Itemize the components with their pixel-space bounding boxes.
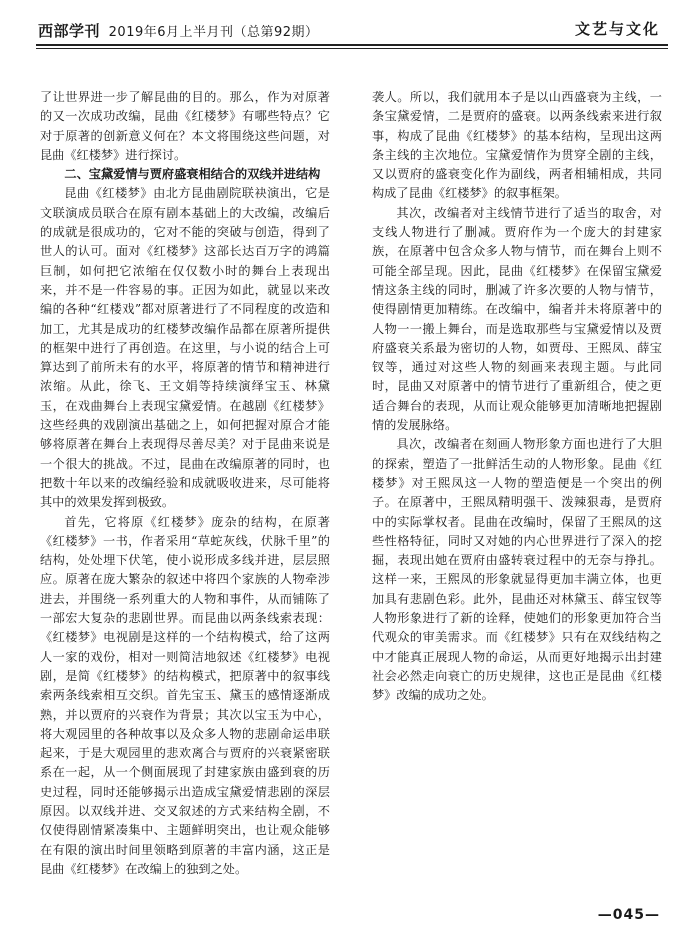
header-rule bbox=[36, 44, 668, 46]
page-number: —045— bbox=[597, 907, 660, 923]
section-title: 文艺与文化 bbox=[574, 20, 660, 38]
right-column bbox=[372, 88, 662, 878]
paragraph: 袭人。所以，我们就用本子是以山西盛衰为主线，一条宝黛爱情，二是贾府的盛衰。以两条线索来进行叙事，构成了昆曲《红楼梦》的基本结构，呈现出这两条主线的主次地位。宝黛爱情作为贯穿全剧的主线，又以贾府的盛衰变化作为副线，两者相辅相成，共同构成了昆曲《红楼梦》的叙事框架。 bbox=[372, 90, 662, 201]
running-header-journal bbox=[38, 20, 319, 41]
paragraph: 首先，它将原《红楼梦》庞杂的结构，在原著《红楼梦》一书，作者采用“草蛇灰线，伏脉千里”的结构，处处埋下伏笔，使小说形成多线并进，层层照应。原著在庞大繁杂的叙述中将四个家族的人物牵涉进去，并围绕一系列重大的人物和事件，从而铺陈了一部宏大复杂的悲剧世界。而昆曲以两条线索表现：《红楼梦》电视剧是这样的一个结构模式，给了这两人一家的戏份，相对一则简洁地叙述《红楼梦》电视剧，是简《红楼梦》的结构模式，把原著中的叙事线索两条线索相互交织。首先宝玉、黛玉的感情逐渐成熟，并以贾府的兴衰作为背景；其次以宝玉为中心，将大观园里的各种故事以及众多人物的悲剧命运串联起来，于是大观园里的悲欢离合与贾府的兴衰紧密联系在一起，从一个侧面展现了封建家族由盛到衰的历史过程，同时还能够揭示出造成宝黛爱情悲剧的深层原因。以双线并进、交叉叙述的方式来结构全剧，不仅使得剧情紧凑集中、主题鲜明突出，也让观众能够在有限的演出时间里领略到原著的丰富内涵，这正是昆曲《红楼梦》在改编上的独到之处。 bbox=[40, 514, 330, 876]
paragraph: 昆曲《红楼梦》由北方昆曲剧院联袂演出，它是文联演成员联合在原有剧本基础上的大改编，改编后的成就是很成功的，它对不能的突破与创造，得到了世人的认可。面对《红楼梦》这部长达百万字的鸿篇巨制，如何把它浓缩在仅仅数小时的舞台上表现出来，并不是一件容易的事。正因为如此，就显以来改编的各种“红楼戏”都对原著进行了不同程度的改造和加工，尤其是成功的红楼梦改编作品都在原著所提供的框架中进行了再创造。在这里，与小说的结合上可算达到了前所未有的水平，将原著的情节和精神进行浓缩。从此，徐飞、王文娟等持续演绎宝玉、林黛玉，在戏曲舞台上表现宝黛爱情。在越剧《红楼梦》这些经典的戏剧演出基础之上，如何把握对原合才能够将原著在舞台上表现得尽善尽美？对于昆曲来说是一个很大的挑战。不过，昆曲在改编原著的同时，也把数十年以来的改编经验和成就吸收进来，尽可能将其中的效果发挥到极致。 bbox=[40, 186, 330, 510]
paragraph: 了让世界进一步了解昆曲的目的。那么，作为对原著的又一次成功改编，昆曲《红楼梦》有哪些特点？它对于原著的创新意义何在？本文将围绕这些问题，对昆曲《红楼梦》进行探讨。 bbox=[40, 90, 330, 162]
header-rule-thin bbox=[36, 48, 668, 49]
left-column bbox=[40, 88, 330, 878]
paragraph: 其次，改编者对主线情节进行了适当的取舍，对支线人物进行了删减。贾府作为一个庞大的封建家族，在原著中包含众多人物与情节，而在舞台上则不可能全部呈现。因此，昆曲《红楼梦》在保留宝黛爱情这条主线的同时，删减了许多次要的人物与情节，使得剧情更加精练。在改编中，编者并未将原著中的人物一一搬上舞台，而是选取那些与宝黛爱情以及贾府盛衰关系最为密切的人物，如贾母、王熙凤、薛宝钗等，通过对这些人物的刻画来表现主题。与此同时，昆曲又对原著中的情节进行了重新组合，使之更适合舞台的表现，从而让观众能够更加清晰地把握剧情的发展脉络。 bbox=[372, 205, 662, 433]
paragraph: 具次，改编者在刻画人物形象方面也进行了大胆的探索，塑造了一批鲜活生动的人物形象。昆曲《红楼梦》对王熙凤这一人物的塑造便是一个突出的例子。在原著中，王熙凤精明强干、泼辣狠毒，是贾府中的实际掌权者。昆曲在改编时，保留了王熙凤的这些性格特征，同时又对她的内心世界进行了深入的挖掘，表现出她在贾府由盛转衰过程中的无奈与挣扎。这样一来，王熙凤的形象就显得更加丰满立体，也更加具有悲剧色彩。此外，昆曲还对林黛玉、薛宝钗等人物形象进行了新的诠释，使她们的形象更加符合当代观众的审美需求。而《红楼梦》只有在双线结构之中才能真正展现人物的命运，从而更好地揭示出封建社会必然走向衰亡的历史规律，这也正是昆曲《红楼梦》改编的成功之处。 bbox=[372, 437, 662, 703]
section-heading: 二、宝黛爱情与贾府盛衰相结合的双线并进结构 bbox=[64, 167, 321, 182]
journal-issue: 2019年6月上半月刊（总第92期） bbox=[108, 25, 319, 40]
journal-logo: 西部学刊 bbox=[38, 22, 101, 40]
